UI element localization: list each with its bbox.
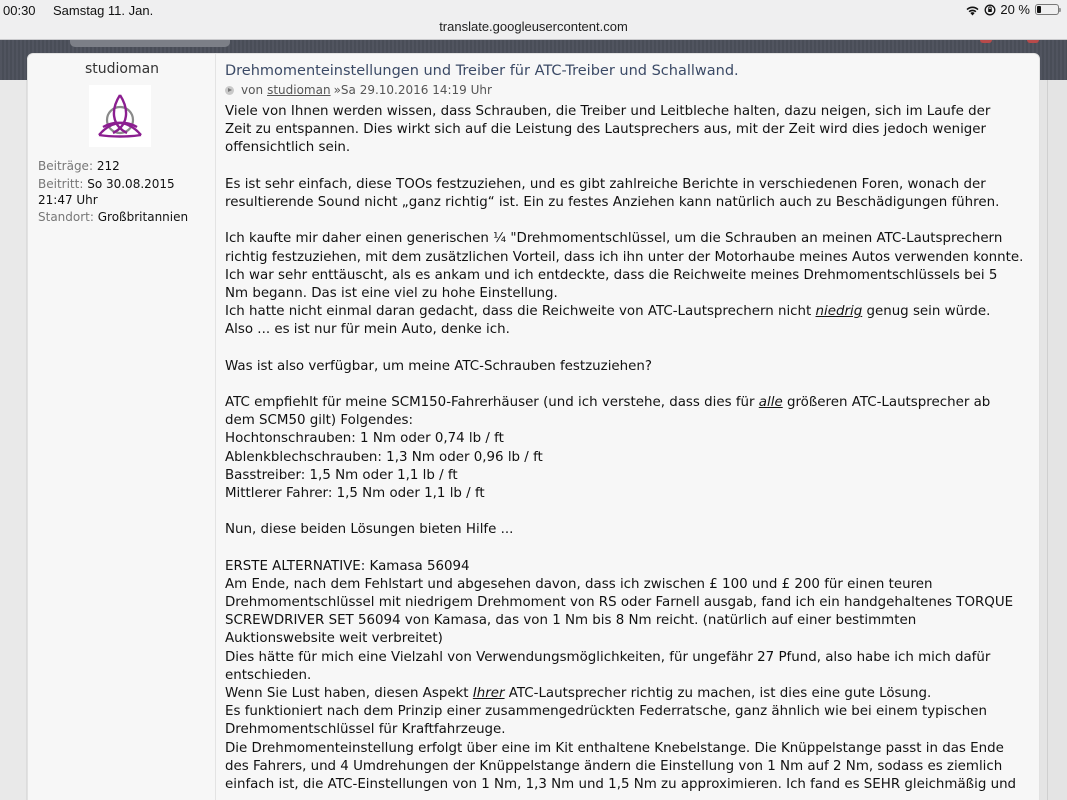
location-label: Standort:: [38, 210, 94, 224]
post-text-line: entschieden.: [225, 667, 312, 683]
post-text-line: Die Drehmomenteinstellung erfolgt über eine im Kit enthaltene Knebelstange. Die Knüppelstange passt in das Ende: [225, 740, 1004, 756]
profile-location: [38, 209, 188, 225]
post-text-line: Basstreiber: 1,5 Nm oder 1,1 lb / ft: [225, 467, 458, 483]
post-text-line: resultierende Sound nicht „ganz richtig“ ist. Ein zu festes Anziehen kann natürlich auch zu Beschädigungen führen.: [225, 194, 1000, 210]
posts-value: 212: [96, 159, 120, 173]
post-text-line: Auktionswebsite weit verbreitet): [225, 631, 443, 647]
status-date: Samstag 11. Jan.: [53, 3, 154, 18]
emphasized-word: alle: [758, 395, 783, 410]
post-text-line: Zeit zu entspannen. Dies wirkt sich auf die Leistung des Lautsprechers aus, mit der Zeit wird dies jedoch weniger: [225, 122, 987, 138]
post-text-line: Was ist also verfügbar, um meine ATC-Schrauben festzuziehen?: [225, 358, 652, 374]
paragraph-gap: [225, 158, 1045, 176]
post-text-line: ERSTE ALTERNATIVE: Kamasa 56094: [225, 558, 470, 574]
status-time: 00:30: [3, 3, 36, 18]
post-text-line: ATC empfiehlt für meine SCM150-Fahrerhäuser (und ich verstehe, dass dies für alle größeren ATC-Lautsprecher ab: [225, 395, 991, 410]
post-text-line: Ich war sehr enttäuscht, als es ankam und ich entdeckte, dass die Reichweite meines Drehmomentschlüssels bei 5: [225, 267, 998, 283]
post-text-line: des Fahrers, und 4 Umdrehungen der Knüppelstange ändern die Einstellung von 1 Nm auf 2 Nm, sodass es ziemlich: [225, 758, 1003, 774]
post-text-line: Am Ende, nach dem Fehlstart und abgesehen davon, dass ich zwischen £ 100 und £ 200 für einen teuren: [225, 576, 933, 592]
post-text-line: einfach ist, die ATC-Einstellungen von 1 Nm, 1,3 Nm und 1,5 Nm zu approximieren. Ich fand es SEHR gleichmäßig und: [225, 776, 1017, 792]
emphasized-word: Ihrer: [472, 686, 505, 701]
post-text-line: richtig festzuziehen, mit dem zusätzlichen Vorteil, dass ich ihn unter der Motorhaube meines Autos verwenden konnte.: [225, 249, 1024, 265]
ios-status-bar: [0, 0, 1067, 40]
wifi-icon: [965, 4, 980, 16]
post-body: [225, 103, 1045, 794]
post-text-line: Ich hatte nicht einmal daran gedacht, dass die Reichweite von ATC-Lautsprechern nicht niedrig genug sein würde.: [225, 304, 991, 320]
post-text-line: Nm begann. Das ist eine viel zu hohe Einstellung.: [225, 285, 558, 301]
post-text-line: Mittlerer Fahrer: 1,5 Nm oder 1,1 lb / ft: [225, 485, 485, 501]
paragraph-gap: [225, 339, 1045, 357]
battery-icon: [1035, 4, 1059, 15]
author-link[interactable]: studioman: [267, 83, 331, 97]
profile-joined: [38, 176, 175, 208]
header-badge-dot: [1027, 40, 1039, 43]
joined-label: Beitritt:: [38, 177, 84, 191]
post-date: »Sa 29.10.2016 14:19 Uhr: [333, 83, 492, 97]
profile-username[interactable]: studioman: [84, 61, 160, 77]
paragraph-gap: [225, 376, 1045, 394]
post-meta: [225, 83, 492, 97]
post-text-line: SCREWDRIVER SET 56094 von Kamasa, das von 1 Nm bis 8 Nm reicht. (natürlich auf einer bestimmten: [225, 613, 917, 629]
triquetra-icon: [93, 89, 147, 143]
status-indicators: [965, 2, 1059, 17]
emphasized-word: niedrig: [815, 304, 863, 320]
url-bar[interactable]: translate.googleusercontent.com: [439, 19, 628, 34]
post-text-line: Ich kaufte mir daher einen generischen ¼ "Drehmomentschlüssel, um die Schrauben an meinen ATC-Lautsprechern: [225, 231, 1003, 247]
avatar: [89, 85, 151, 147]
header-button-partial[interactable]: [70, 40, 230, 47]
post-text-line: Es ist sehr einfach, diese TOOs festzuziehen, und es gibt zahlreiche Berichte in verschiedenen Foren, wonach der: [225, 176, 986, 192]
post-text-line: offensichtlich sein.: [225, 140, 351, 156]
paragraph-gap: [225, 540, 1045, 558]
forum-post: [27, 53, 1040, 800]
profile-posts: [38, 158, 120, 174]
location-value: Großbritannien: [97, 210, 189, 224]
post-text-line: dem SCM50 gilt) Folgendes:: [225, 413, 413, 429]
post-text-line: Wenn Sie Lust haben, diesen Aspekt Ihrer ATC-Lautsprecher richtig zu machen, ist dies eine gute Lösung.: [225, 686, 932, 701]
post-title[interactable]: Drehmomenteinstellungen und Treiber für ATC-Treiber und Schallwand.: [225, 63, 739, 79]
post-text-line: Es funktioniert nach dem Prinzip einer zusammengedrückten Federratsche, ganz ähnlich wie bei einem typischen: [225, 704, 987, 720]
post-text-line: Drehmomentschlüssel mit niedrigem Drehmoment von RS oder Farnell ausgab, fand ich ein handgehaltenes TORQUE: [225, 595, 1014, 611]
battery-percent: 20 %: [1000, 2, 1030, 17]
post-text-line: Hochtonschrauben: 1 Nm oder 0,74 lb / ft: [225, 431, 504, 447]
paragraph-gap: [225, 503, 1045, 521]
orientation-lock-icon: [984, 4, 996, 16]
post-arrow-icon[interactable]: [225, 86, 234, 95]
post-text-line: Drehmomentschlüssel für Kraftfahrzeuge.: [225, 722, 506, 738]
post-text-line: Dies hätte für mich eine Vielzahl von Verwendungsmöglichkeiten, für ungefähr 27 Pfund, also habe ich mich dafür: [225, 649, 991, 665]
meta-prefix: von: [241, 83, 264, 97]
paragraph-gap: [225, 212, 1045, 230]
joined-date: So 30.08.2015: [87, 177, 175, 191]
joined-time: 21:47 Uhr: [38, 193, 98, 207]
header-badge-dot: [980, 40, 992, 43]
posts-label: Beiträge:: [38, 159, 93, 173]
post-text-line: Viele von Ihnen werden wissen, dass Schrauben, die Treiber und Leitbleche halten, dazu neigen, sich im Laufe der: [225, 104, 991, 119]
post-text-line: Ablenkblechschrauben: 1,3 Nm oder 0,96 lb / ft: [225, 449, 543, 465]
page-gutter-left: [0, 80, 27, 800]
post-text-line: Also ... es ist nur für mein Auto, denke ich.: [225, 322, 510, 338]
post-text-line: Nun, diese beiden Lösungen bieten Hilfe ...: [225, 522, 514, 538]
post-profile: [28, 54, 216, 800]
